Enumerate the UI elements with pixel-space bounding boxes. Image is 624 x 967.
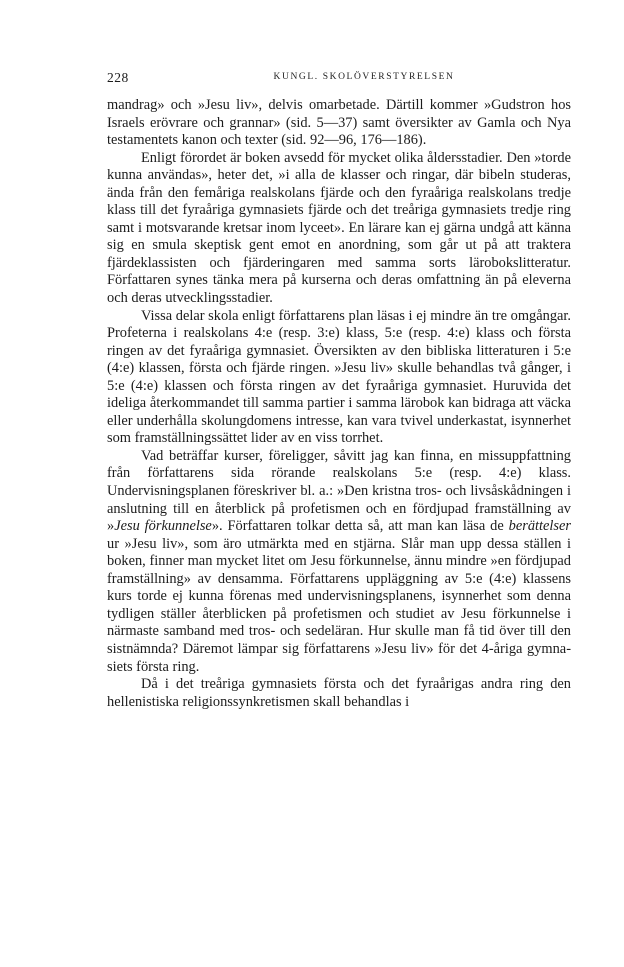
paragraph-text: ». Författaren tolkar detta så, att man kan läsa de xyxy=(211,518,509,535)
page-header xyxy=(107,70,571,90)
paragraph-text: mandrag» och »Jesu liv», delvis omarbetade. Därtill kommer »Gudstron hos Israels erövrare och grannar» (sid. 5—37) samt översikter av Gamla och Nya testamentets kanon och texter (sid. 92—96, 176—186). xyxy=(107,97,571,149)
paragraph-3 xyxy=(107,308,571,448)
paragraph-4 xyxy=(107,448,571,676)
paragraph-1 xyxy=(107,97,571,150)
paragraph-text: Enligt förordet är boken avsedd för mycket olika åldersstadier. Den »torde kunna användas», heter det, »i alla de klasser och ringar, där bibeln studeras, ända från den femåriga realskolans fjärde och den fyraåriga realskolans tredje klass till det fyraåriga gymnasiets fjärde och det treåriga gymnasiets tredje ring samt i motsvarande kretsar inom lyceet». En lärare kan ej gärna undgå att känna sig en smula skeptisk gent emot en anordning, som går ut på att traktera fjärdeklassisten och fjärderingaren med samma sorts lärobokslitteratur. Författaren synes tänka mera på kurserna och deras omfattning än på eleverna och deras utvecklingsstadier. xyxy=(107,149,571,307)
paragraph-text: Vissa delar skola enligt författarens plan läsas i ej mindre än tre omgångar. Profeterna i realskolans 4:e (resp. 3:e) klass, 5:e (resp. 4:e) klass och första ringen av det fyraåriga gymnasiet. Översikten av den bibliska litteraturen i 5:e (4:e) klassen, första och fjärde ringen. »Jesu liv» skulle behandlas två gånger, i 5:e (4:e) klassen och första ringen av det fyraåriga gymnasiet. Huruvida det ideliga återkommandet till samma partier i samma lärobok kan bidraga att väcka eller underhålla skolungdomens intresse, kan vara tvivel underkastat, isynnerhet som framställningssättet lider av en viss torrhet. xyxy=(107,307,571,447)
paragraph-5 xyxy=(107,676,571,711)
paragraph-text: Då i det treåriga gymnasiets första och det fyraårigas andra ring den hellenistiska religionssynkretismen skall behandlas i xyxy=(107,676,571,710)
paragraph-text: Vad beträffar kurser, föreligger, såvitt jag kan finna, en missuppfattning från författarens sida rörande realskolans 5:e (resp. 4:e) klass. Undervisningsplanen föreskriver bl. a.: »Den kristna tros- och livsåskådningen i anslutning till en återblick på profetismen och en fördjupad framställning av » xyxy=(107,447,571,535)
italic-phrase: berättelser xyxy=(508,518,571,535)
page-number: 228 xyxy=(107,70,129,85)
body-text xyxy=(107,97,571,711)
italic-phrase: Jesu förkunnelse xyxy=(114,518,212,535)
paragraph-2 xyxy=(107,150,571,308)
paragraph-text: ur »Jesu liv», som äro utmärkta med en stjärna. Slår man upp dessa ställen i boken, finner man mycket litet om Jesu förkunnelse, ännu mindre »en fördjupad framställning» av densamma. Författarens uppläggning av 5:e (4:e) klassens kurs torde ej kunna förenas med undervisningsplanens, isynnerhet som denna tydligen ställer återblicken på profetismen och studiet av Jesu förkunnelse i närmaste samband med tros- och sedeläran. Hur skulle man få tid över till den sistnämnda? Däremot lämpar sig författarens »Jesu liv» för det 4-åriga gymnasiets första ring. xyxy=(107,535,571,675)
running-title: KUNGL. SKOLÖVERSTYRELSEN xyxy=(273,72,455,82)
